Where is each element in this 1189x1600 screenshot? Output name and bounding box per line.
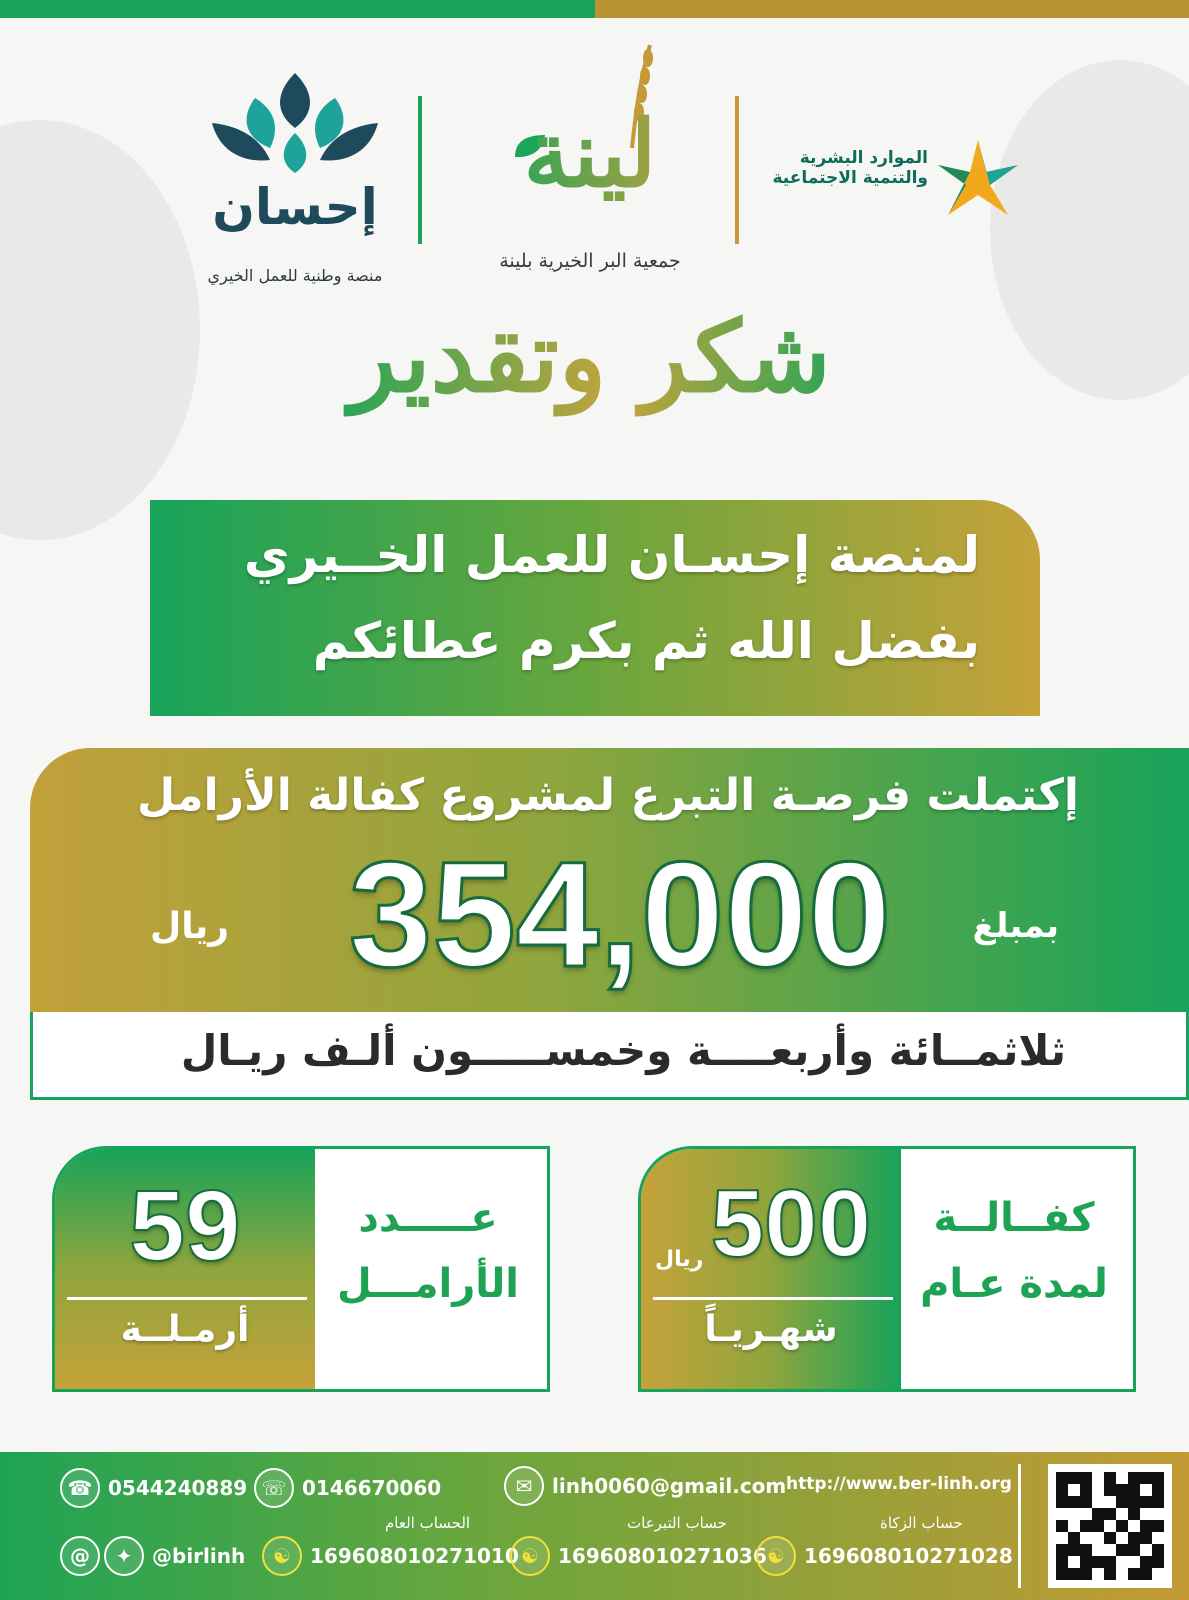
qr-module xyxy=(1092,1532,1104,1544)
amount-prefix: بمبلغ xyxy=(972,906,1059,946)
qr-module xyxy=(1152,1532,1164,1544)
donation-banner xyxy=(30,748,1189,1012)
qr-module xyxy=(1116,1520,1128,1532)
thanks-banner-line-1: لمنصة إحسـان للعمل الخــيري xyxy=(243,526,980,584)
qr-module xyxy=(1128,1532,1140,1544)
qr-module xyxy=(1068,1520,1080,1532)
ihsan-logo xyxy=(190,68,410,308)
qr-module xyxy=(1128,1496,1140,1508)
ihsan-leaf-icon xyxy=(200,68,390,178)
qr-module xyxy=(1140,1508,1152,1520)
general-account xyxy=(262,1536,519,1576)
qr-module xyxy=(1056,1532,1068,1544)
qr-module xyxy=(1128,1544,1140,1556)
hrsd-line-1: الموارد البشرية xyxy=(799,148,928,168)
qr-module xyxy=(1140,1556,1152,1568)
qr-module xyxy=(1104,1568,1116,1580)
hrsd-line-2: والتنمية الاجتماعية xyxy=(772,168,928,188)
donations-account xyxy=(510,1536,767,1576)
qr-module xyxy=(1092,1472,1104,1484)
amount-in-words: ثلاثمــائة وأربعــــة وخمســـــون ألـف ريـال xyxy=(180,1026,1066,1075)
monthly-amount: 500 xyxy=(710,1170,872,1277)
qr-module xyxy=(1152,1556,1164,1568)
qr-module xyxy=(1092,1484,1104,1496)
amount-unit: ريال xyxy=(150,906,229,947)
qr-module xyxy=(1104,1556,1116,1568)
donation-amount: 354,000 xyxy=(348,830,892,998)
zakat-account xyxy=(756,1536,1013,1576)
phone-landline-number: 0146670060 xyxy=(302,1476,442,1500)
contact-footer xyxy=(0,1452,1189,1600)
qr-module xyxy=(1056,1556,1068,1568)
qr-module xyxy=(1140,1472,1152,1484)
lina-subtitle: جمعية البر الخيرية بلينة xyxy=(499,250,681,272)
qr-module xyxy=(1068,1568,1080,1580)
qr-module xyxy=(1140,1484,1152,1496)
top-color-bar xyxy=(0,0,1189,18)
qr-module xyxy=(1092,1544,1104,1556)
sponsorship-label-line-2: لمدة عـام xyxy=(920,1261,1108,1307)
monthly-period-label: شهـريـاً xyxy=(704,1309,838,1350)
qr-module xyxy=(1068,1496,1080,1508)
qr-module xyxy=(1128,1520,1140,1532)
widows-unit-label: أرمـلــة xyxy=(120,1309,250,1350)
qr-module xyxy=(1152,1484,1164,1496)
qr-module xyxy=(1068,1484,1080,1496)
logo-divider-gold xyxy=(735,96,739,244)
qr-module xyxy=(1140,1496,1152,1508)
general-account-label: الحساب العام xyxy=(385,1514,471,1532)
phone-call-icon: ☏ xyxy=(254,1468,294,1508)
qr-module xyxy=(1116,1484,1128,1496)
qr-module xyxy=(1140,1568,1152,1580)
qr-module xyxy=(1092,1496,1104,1508)
phone-mobile[interactable] xyxy=(60,1468,247,1508)
qr-module xyxy=(1068,1472,1080,1484)
hrsd-logo xyxy=(760,130,1030,250)
qr-module xyxy=(1128,1568,1140,1580)
amount-in-words-box xyxy=(30,1012,1189,1100)
bank-icon: ☯ xyxy=(510,1536,550,1576)
qr-module xyxy=(1140,1532,1152,1544)
bank-icon: ☯ xyxy=(756,1536,796,1576)
widows-label-line-1: عـــــدد xyxy=(358,1195,498,1241)
qr-module xyxy=(1116,1472,1128,1484)
social-handle-text: @birlinh xyxy=(152,1544,246,1568)
qr-module xyxy=(1104,1496,1116,1508)
qr-module xyxy=(1116,1556,1128,1568)
qr-module xyxy=(1128,1472,1140,1484)
mail-icon: ✉ xyxy=(504,1466,544,1506)
qr-module xyxy=(1080,1508,1092,1520)
bank-icon: ☯ xyxy=(262,1536,302,1576)
qr-module xyxy=(1152,1568,1164,1580)
thanks-banner xyxy=(150,500,1040,716)
qr-module xyxy=(1080,1568,1092,1580)
qr-module xyxy=(1116,1508,1128,1520)
qr-module xyxy=(1056,1520,1068,1532)
widows-label-line-2: الأرامـــل xyxy=(337,1261,519,1307)
qr-module xyxy=(1092,1568,1104,1580)
hrsd-name xyxy=(760,148,928,188)
donation-headline: إكتملت فرصـة التبرع لمشروع كفالة الأرامل xyxy=(137,770,1079,821)
qr-module xyxy=(1068,1556,1080,1568)
qr-module xyxy=(1116,1568,1128,1580)
at-icon: @ xyxy=(60,1536,100,1576)
qr-module xyxy=(1068,1544,1080,1556)
qr-module xyxy=(1140,1520,1152,1532)
social-handle[interactable] xyxy=(60,1536,245,1576)
qr-module xyxy=(1080,1544,1092,1556)
email-address: linh0060@gmail.com xyxy=(552,1474,787,1498)
widows-count-card xyxy=(52,1146,550,1392)
zakat-account-label: حساب الزكاة xyxy=(880,1514,963,1532)
qr-module xyxy=(1092,1556,1104,1568)
phone-mobile-number: 0544240889 xyxy=(108,1476,248,1500)
ihsan-subtitle: منصة وطنية للعمل الخيري xyxy=(207,266,383,285)
qr-module xyxy=(1104,1544,1116,1556)
qr-module xyxy=(1080,1556,1092,1568)
monthly-card-rule xyxy=(653,1297,893,1300)
qr-module xyxy=(1080,1484,1092,1496)
widows-count: 59 xyxy=(129,1170,241,1282)
qr-module xyxy=(1056,1568,1068,1580)
monthly-unit: ريال xyxy=(655,1247,704,1272)
general-account-number: 169608010271010 xyxy=(310,1544,519,1568)
qr-module xyxy=(1092,1520,1104,1532)
lina-wordmark: لينة xyxy=(480,100,700,208)
qr-module xyxy=(1116,1496,1128,1508)
widows-card-rule xyxy=(67,1297,307,1300)
zakat-account-number: 169608010271028 xyxy=(804,1544,1013,1568)
top-bar-green xyxy=(0,0,595,18)
hrsd-star-icon xyxy=(928,130,1028,230)
footer-separator xyxy=(1018,1464,1021,1588)
sponsorship-label-line-1: كفــالــة xyxy=(933,1195,1095,1241)
qr-module xyxy=(1128,1556,1140,1568)
monthly-sponsorship-card xyxy=(638,1146,1136,1392)
qr-module xyxy=(1152,1496,1164,1508)
qr-module xyxy=(1140,1544,1152,1556)
twitter-icon: ✦ xyxy=(104,1536,144,1576)
qr-module xyxy=(1116,1532,1128,1544)
qr-module xyxy=(1104,1508,1116,1520)
website-url: http://www.ber-linh.org xyxy=(786,1474,1012,1494)
qr-module xyxy=(1080,1520,1092,1532)
qr-module xyxy=(1056,1508,1068,1520)
qr-module xyxy=(1080,1496,1092,1508)
qr-module xyxy=(1152,1544,1164,1556)
qr-module xyxy=(1104,1532,1116,1544)
top-bar-gold xyxy=(595,0,1189,18)
qr-module xyxy=(1116,1544,1128,1556)
qr-module xyxy=(1104,1484,1116,1496)
qr-module xyxy=(1152,1508,1164,1520)
website-link[interactable] xyxy=(786,1474,1012,1494)
qr-module xyxy=(1056,1544,1068,1556)
qr-module xyxy=(1104,1520,1116,1532)
qr-module xyxy=(1092,1508,1104,1520)
qr-module xyxy=(1152,1472,1164,1484)
qr-module xyxy=(1104,1472,1116,1484)
logo-row xyxy=(0,40,1189,290)
email-link[interactable] xyxy=(504,1466,786,1506)
qr-module xyxy=(1128,1508,1140,1520)
lina-logo xyxy=(460,40,720,290)
qr-module xyxy=(1056,1496,1068,1508)
qr-code-icon[interactable] xyxy=(1048,1464,1172,1588)
qr-module xyxy=(1056,1484,1068,1496)
qr-module xyxy=(1080,1532,1092,1544)
qr-code-grid xyxy=(1056,1472,1164,1580)
donations-account-number: 169608010271036 xyxy=(558,1544,767,1568)
qr-module xyxy=(1068,1532,1080,1544)
logo-divider-green xyxy=(418,96,422,244)
ihsan-name: إحسان xyxy=(212,178,378,236)
thanks-banner-line-2: بفضل الله ثم بكرم عطائكم xyxy=(312,612,980,670)
qr-module xyxy=(1128,1484,1140,1496)
donations-account-label: حساب التبرعات xyxy=(627,1514,727,1532)
qr-module xyxy=(1080,1472,1092,1484)
qr-module xyxy=(1068,1508,1080,1520)
qr-module xyxy=(1152,1520,1164,1532)
phone-landline[interactable] xyxy=(254,1468,441,1508)
phone-icon: ☎ xyxy=(60,1468,100,1508)
thanks-calligraphy: شكر وتقدير xyxy=(310,300,870,460)
qr-module xyxy=(1056,1472,1068,1484)
